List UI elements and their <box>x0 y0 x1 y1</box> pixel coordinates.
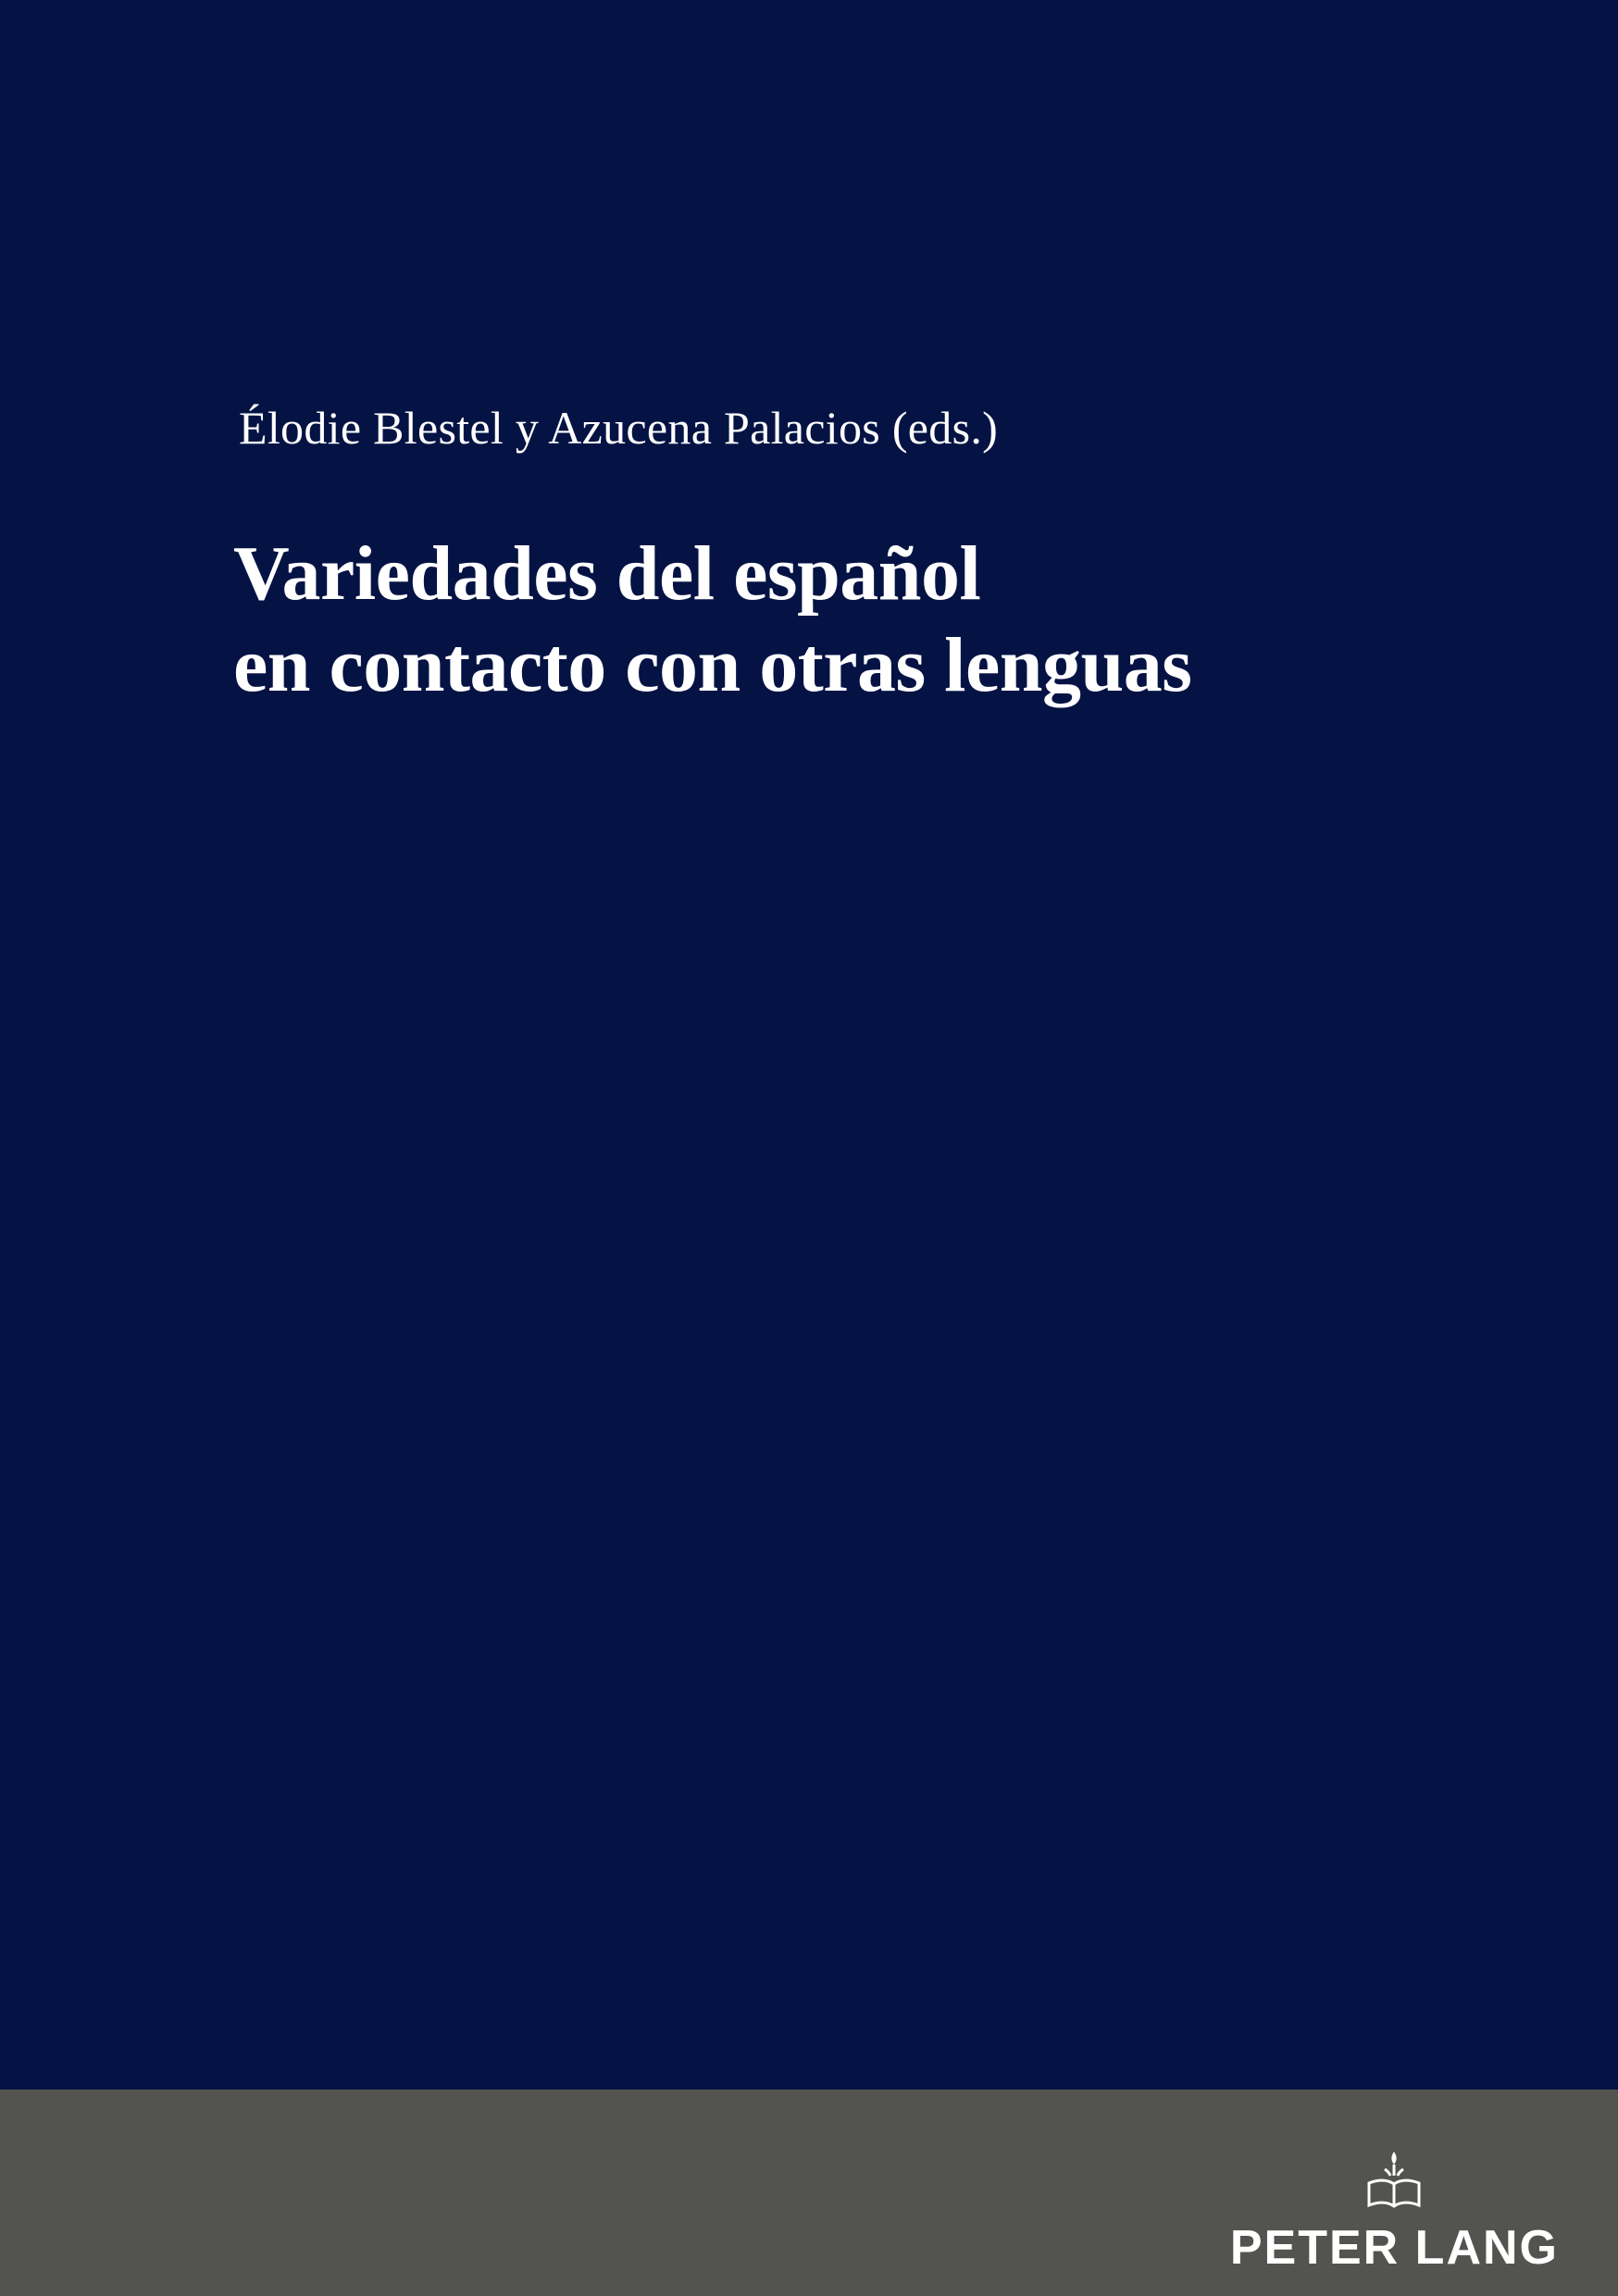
editors-line: Élodie Blestel y Azucena Palacios (eds.) <box>239 402 999 454</box>
page-title <box>233 528 1474 711</box>
title-line-1: Variedades del español <box>233 530 981 617</box>
publisher-band <box>0 2090 1618 2296</box>
publisher-name: PETER LANG <box>1229 2221 1559 2275</box>
open-book-with-flame-icon <box>1363 2144 1425 2216</box>
publisher-logo <box>1229 2144 1559 2275</box>
title-line-2: en contacto con otras lenguas <box>233 622 1192 709</box>
